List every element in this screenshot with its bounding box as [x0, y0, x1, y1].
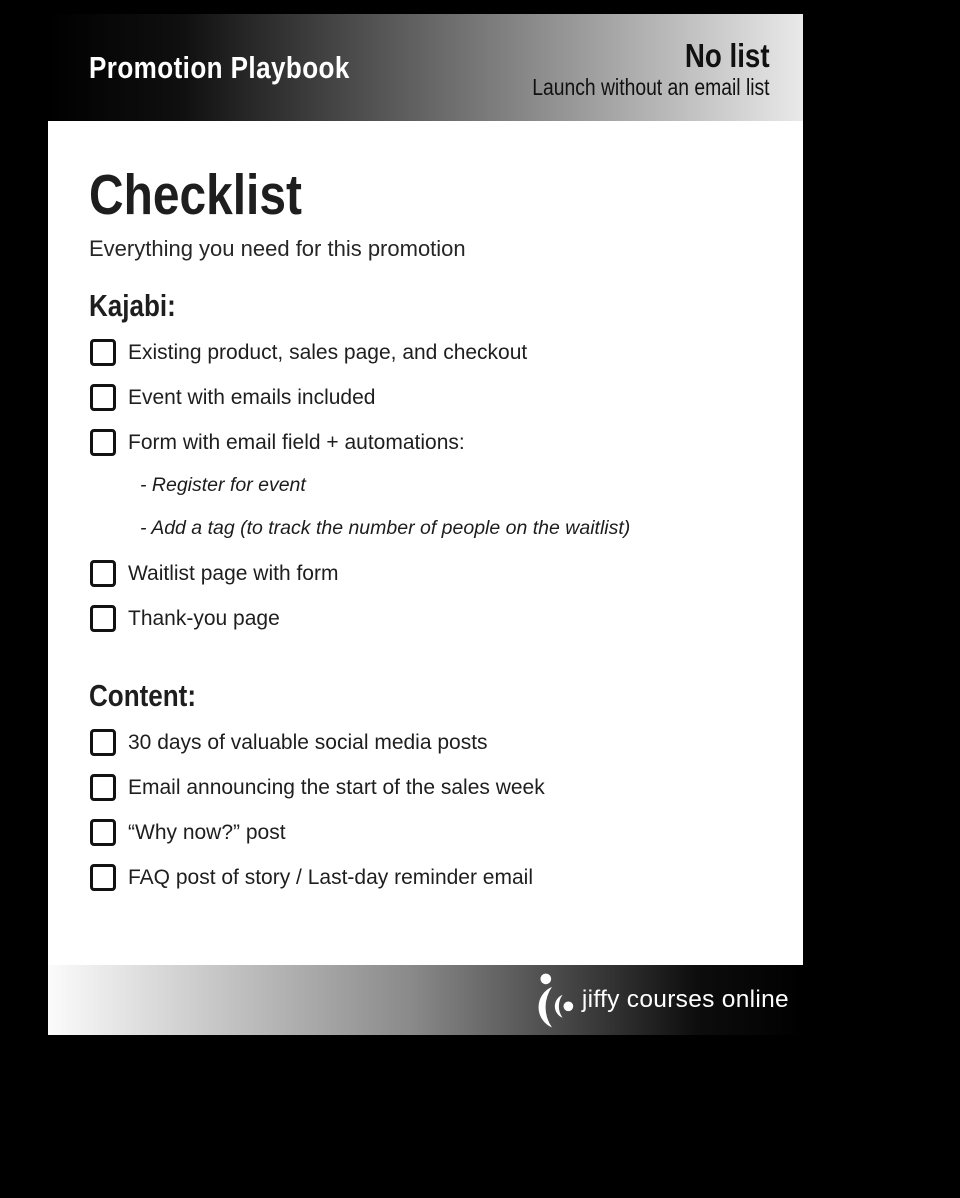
checklist-item-label: 30 days of valuable social media posts: [128, 730, 488, 754]
checkbox[interactable]: [90, 339, 116, 366]
checklist-title: Checklist: [89, 163, 302, 227]
checklist-item-label: Form with email field + automations:: [128, 430, 465, 454]
checklist-item-label: Thank-you page: [128, 606, 280, 630]
header: [48, 14, 803, 121]
sub-item: - Register for event: [140, 474, 306, 496]
checkbox[interactable]: [90, 605, 116, 632]
checklist-item: [89, 819, 773, 846]
checklist-item: [89, 560, 773, 587]
checkbox[interactable]: [90, 864, 116, 891]
main-content: [48, 121, 803, 965]
checklist-subtitle: Everything you need for this promotion: [89, 236, 466, 261]
checklist-item: [89, 864, 773, 891]
section-heading-content: Content:: [89, 678, 197, 713]
checklist-item: [89, 384, 773, 411]
checkbox[interactable]: [90, 560, 116, 587]
badge-subtitle: Launch without an email list: [532, 73, 770, 100]
brand-name: jiffy courses online: [581, 986, 789, 1013]
playbook-card: [48, 14, 803, 1035]
checkbox[interactable]: [90, 729, 116, 756]
checkbox[interactable]: [90, 774, 116, 801]
header-badge: [487, 36, 770, 100]
checklist-item-label: Waitlist page with form: [128, 561, 339, 585]
checklist-item: [89, 339, 773, 366]
section-heading-kajabi: Kajabi:: [89, 288, 176, 323]
checkbox[interactable]: [90, 819, 116, 846]
checklist-item-label: Email announcing the start of the sales week: [128, 775, 545, 799]
jiffy-logo-icon: [529, 972, 575, 1030]
checklist-item: [89, 605, 773, 632]
checklist-item: [89, 774, 773, 801]
checkbox[interactable]: [90, 384, 116, 411]
section-content: [89, 680, 773, 891]
footer: [48, 965, 803, 1035]
checklist-item-label: FAQ post of story / Last-day reminder email: [128, 865, 533, 889]
brand: [529, 970, 789, 1030]
sub-item: - Add a tag (to track the number of people on the waitlist): [140, 517, 631, 539]
page-title: Promotion Playbook: [89, 49, 350, 85]
checklist-sections: [89, 290, 773, 891]
checklist-item-label: “Why now?” post: [128, 820, 286, 844]
checkbox[interactable]: [90, 429, 116, 456]
checklist-item-label: Existing product, sales page, and checkout: [128, 340, 528, 364]
badge-title: No list: [685, 36, 770, 74]
section-kajabi: [89, 290, 773, 632]
checklist-item: [89, 729, 773, 756]
checklist-item: [89, 429, 773, 456]
checklist-item-label: Event with emails included: [128, 385, 376, 409]
